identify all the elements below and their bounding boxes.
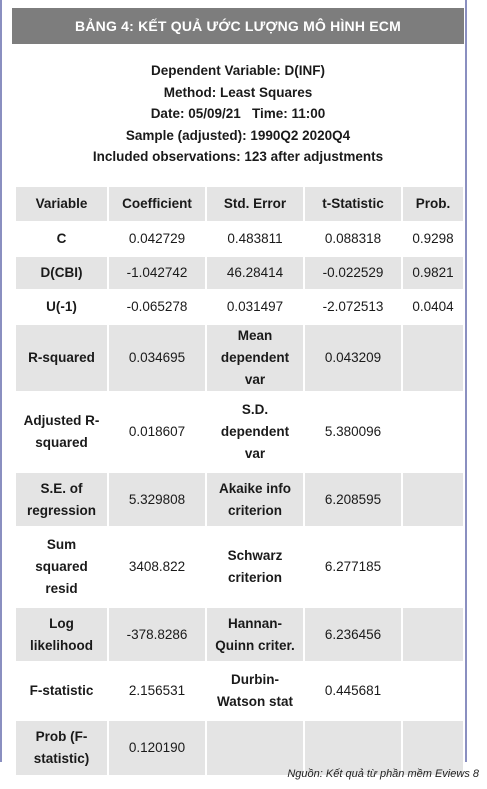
stat-label: Prob (F-statistic) bbox=[16, 721, 109, 777]
empty-cell bbox=[403, 325, 465, 393]
stats-row bbox=[16, 608, 465, 663]
stat-value-secondary: 6.277185 bbox=[305, 528, 403, 608]
stat-value-secondary: 0.445681 bbox=[305, 663, 403, 721]
col-header-coefficient: Coefficient bbox=[109, 187, 207, 223]
stat-value: 2.156531 bbox=[109, 663, 207, 721]
dependent-variable-line: Dependent Variable: D(INF) bbox=[150, 63, 326, 78]
stat-value-secondary: 6.208595 bbox=[305, 473, 403, 528]
row-variable: C bbox=[16, 223, 109, 257]
t-statistic-cell: -2.072513 bbox=[305, 291, 403, 325]
stat-value: 0.018607 bbox=[109, 393, 207, 473]
sample-line: Sample (adjusted): 1990Q2 2020Q4 bbox=[125, 127, 351, 143]
col-header-prob: Prob. bbox=[403, 187, 465, 223]
stats-row bbox=[16, 393, 465, 473]
stat-value-secondary: 6.236456 bbox=[305, 608, 403, 663]
empty-cell bbox=[403, 608, 465, 663]
stat-label-secondary: Mean dependent var bbox=[207, 325, 305, 393]
table-title-banner: BẢNG 4: KẾT QUẢ ƯỚC LƯỢNG MÔ HÌNH ECM bbox=[12, 8, 464, 44]
t-statistic-cell: -0.022529 bbox=[305, 257, 403, 291]
stat-value: 0.120190 bbox=[109, 721, 207, 777]
source-note: Nguồn: Kết quả từ phần mềm Eviews 8 bbox=[287, 768, 479, 780]
stat-label: R-squared bbox=[16, 325, 109, 393]
stat-value-secondary: 5.380096 bbox=[305, 393, 403, 473]
table-row bbox=[16, 257, 465, 291]
stat-label-secondary: S.D. dependent var bbox=[207, 393, 305, 473]
observations-line: Included observations: 123 after adjustments bbox=[92, 149, 384, 165]
table-row bbox=[16, 223, 465, 257]
stat-label: Adjusted R-squared bbox=[16, 393, 109, 473]
prob-cell: 0.9821 bbox=[403, 257, 465, 291]
stat-value: 5.329808 bbox=[109, 473, 207, 528]
col-header-variable: Variable bbox=[16, 187, 109, 223]
stat-value: 0.034695 bbox=[109, 325, 207, 393]
std-error-cell: 0.031497 bbox=[207, 291, 305, 325]
t-statistic-cell: 0.088318 bbox=[305, 223, 403, 257]
stat-label-secondary: Durbin-Watson stat bbox=[207, 663, 305, 721]
empty-cell bbox=[403, 473, 465, 528]
stat-label: F-statistic bbox=[16, 663, 109, 721]
stats-row bbox=[16, 528, 465, 608]
stat-label-secondary: Schwarz criterion bbox=[207, 528, 305, 608]
stat-label: Sum squared resid bbox=[16, 528, 109, 608]
coefficient-cell: -0.065278 bbox=[109, 291, 207, 325]
ecm-results-table bbox=[16, 187, 465, 777]
coefficient-cell: -1.042742 bbox=[109, 257, 207, 291]
stats-row bbox=[16, 473, 465, 528]
stats-row bbox=[16, 663, 465, 721]
stats-row bbox=[16, 325, 465, 393]
std-error-cell: 0.483811 bbox=[207, 223, 305, 257]
prob-cell: 0.0404 bbox=[403, 291, 465, 325]
stat-label: S.E. of regression bbox=[16, 473, 109, 528]
stat-value: 3408.822 bbox=[109, 528, 207, 608]
coefficient-cell: 0.042729 bbox=[109, 223, 207, 257]
empty-cell bbox=[403, 663, 465, 721]
col-header-std-error: Std. Error bbox=[207, 187, 305, 223]
stat-label-secondary: Akaike info criterion bbox=[207, 473, 305, 528]
method-line: Method: Least Squares bbox=[163, 84, 313, 100]
table-header-row bbox=[16, 187, 465, 223]
stat-label-secondary: Hannan-Quinn criter. bbox=[207, 608, 305, 663]
table-row bbox=[16, 291, 465, 325]
empty-cell bbox=[403, 528, 465, 608]
col-header-t-statistic: t-Statistic bbox=[305, 187, 403, 223]
stat-label: Log likelihood bbox=[16, 608, 109, 663]
stat-value-secondary: 0.043209 bbox=[305, 325, 403, 393]
regression-info bbox=[12, 60, 464, 168]
row-variable: D(CBI) bbox=[16, 257, 109, 291]
empty-cell bbox=[403, 393, 465, 473]
std-error-cell: 46.28414 bbox=[207, 257, 305, 291]
stat-value: -378.8286 bbox=[109, 608, 207, 663]
date-line: Date: 05/09/21 Time: 11:00 bbox=[150, 106, 326, 122]
prob-cell: 0.9298 bbox=[403, 223, 465, 257]
row-variable: U(-1) bbox=[16, 291, 109, 325]
